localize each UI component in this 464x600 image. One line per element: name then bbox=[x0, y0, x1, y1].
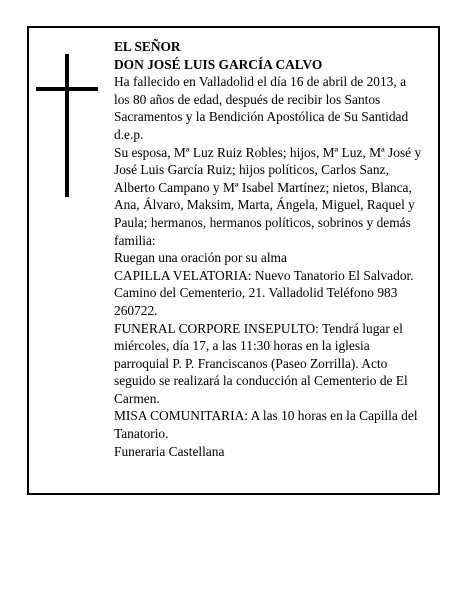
cross-vertical-bar bbox=[65, 54, 69, 197]
cross-icon bbox=[36, 54, 98, 197]
funeral-home: Funeraria Castellana bbox=[114, 443, 225, 459]
notice-text bbox=[114, 38, 424, 460]
funeral-chapel-info: CAPILLA VELATORIA: Nuevo Tanatorio El Salvador. Camino del Cementerio, 21. Valladolid Teléfono 983 260722. bbox=[114, 267, 414, 318]
cross-horizontal-bar bbox=[36, 87, 98, 91]
prayer-request: Ruegan una oración por su alma bbox=[114, 250, 287, 266]
notice-title: EL SEÑOR bbox=[114, 39, 181, 54]
funeral-service-info: FUNERAL CORPORE INSEPULTO: Tendrá lugar el miércoles, día 17, a las 11:30 horas en la iglesia parroquial P. P. Franciscanos (Paseo Zorrilla). Acto seguido se realizará la conducción al Cementerio de El Carmen. bbox=[114, 320, 408, 406]
family-list: Su esposa, Mª Luz Ruiz Robles; hijos, Mª Luz, Mª José y José Luis García Ruiz; hijos políticos, Carlos Sanz, Alberto Campano y Mª Isabel Martínez; nietos, Blanca, Ana, Álvaro, Maksim, Marta, Ángela, Miguel, Raquel y Paula; hermanos, hermanos políticos, sobrinos y demás familia: bbox=[114, 144, 422, 248]
community-mass-info: MISA COMUNITARIA: A las 10 horas en la Capilla del Tanatorio. bbox=[114, 408, 418, 442]
death-announcement: Ha fallecido en Valladolid el día 16 de abril de 2013, a los 80 años de edad, después de recibir los Santos Sacramentos y la Bendición Apostólica de Su Santidad d.e.p. bbox=[114, 74, 409, 142]
deceased-name: DON JOSÉ LUIS GARCÍA CALVO bbox=[114, 56, 323, 72]
